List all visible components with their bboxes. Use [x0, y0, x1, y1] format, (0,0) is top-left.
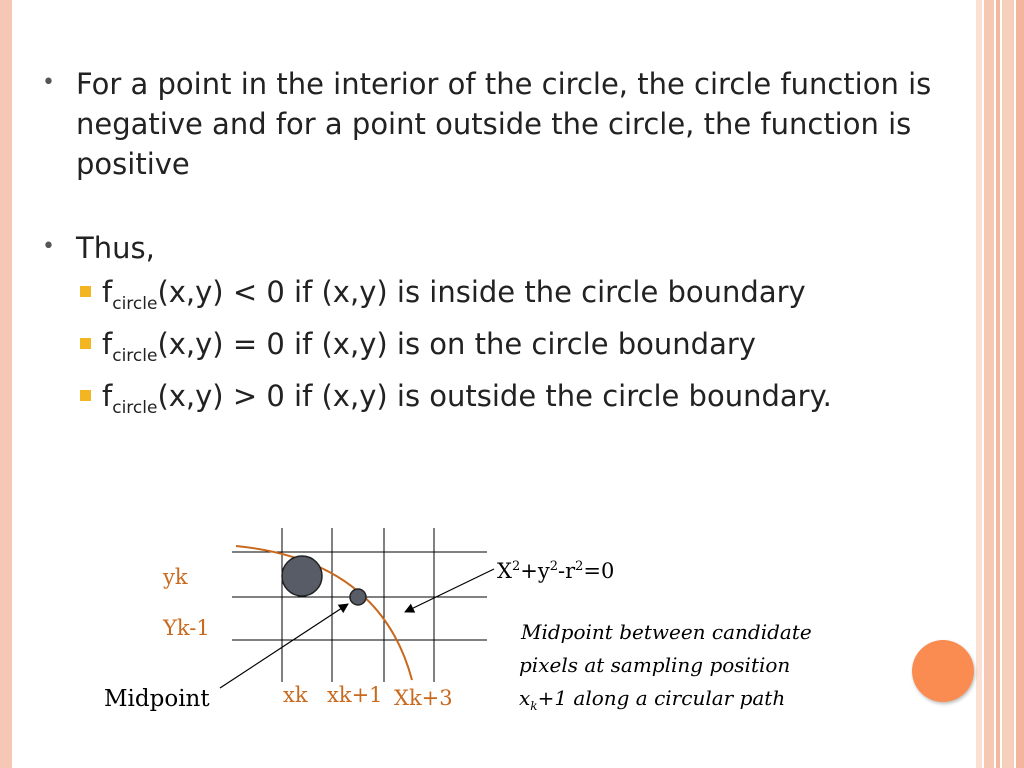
- bullet-item-1-text: For a point in the interior of the circle, the circle function is negative and for a point outside the circle, the function is positive: [76, 67, 932, 181]
- caption-line-2: pixels at sampling position: [519, 653, 791, 677]
- function-symbol: f: [102, 275, 113, 309]
- equation-arrow: [405, 569, 494, 612]
- function-subscript: circle: [112, 294, 158, 314]
- sub-bullet-text: (x,y) < 0 if (x,y) is inside the circle boundary: [157, 275, 806, 309]
- function-symbol: f: [102, 327, 113, 361]
- label-midpoint: Midpoint: [104, 686, 210, 712]
- function-subscript: circle: [112, 346, 158, 366]
- midpoint-marker: [350, 589, 366, 605]
- function-symbol: f: [102, 379, 113, 413]
- sub-bullet-text: (x,y) > 0 if (x,y) is outside the circle boundary.: [157, 379, 832, 413]
- caption-line-1: Midpoint between candidate: [521, 620, 812, 644]
- bullet-dot-icon: •: [42, 70, 55, 95]
- circle-equation: $X^2+y^2-r^2=0$: [497, 559, 615, 583]
- label-xk: xk: [283, 683, 308, 707]
- caption-line-3: $x_k+1$ along a circular path: [519, 686, 786, 713]
- function-subscript: circle: [112, 398, 158, 418]
- label-yk-1: Yk-1: [163, 616, 210, 640]
- bullet-item-2-text: Thus,: [76, 231, 155, 265]
- label-xk-plus-1: xk+1: [327, 683, 383, 707]
- label-xk-plus-3: Xk+3: [394, 686, 453, 710]
- midpoint-arrow: [220, 604, 348, 688]
- decorative-orange-circle: [912, 640, 974, 702]
- label-yk: yk: [163, 565, 188, 589]
- bullet-dot-icon: •: [42, 234, 55, 259]
- candidate-pixel-large: [282, 556, 322, 596]
- sub-bullet-text: (x,y) = 0 if (x,y) is on the circle boundary: [157, 327, 756, 361]
